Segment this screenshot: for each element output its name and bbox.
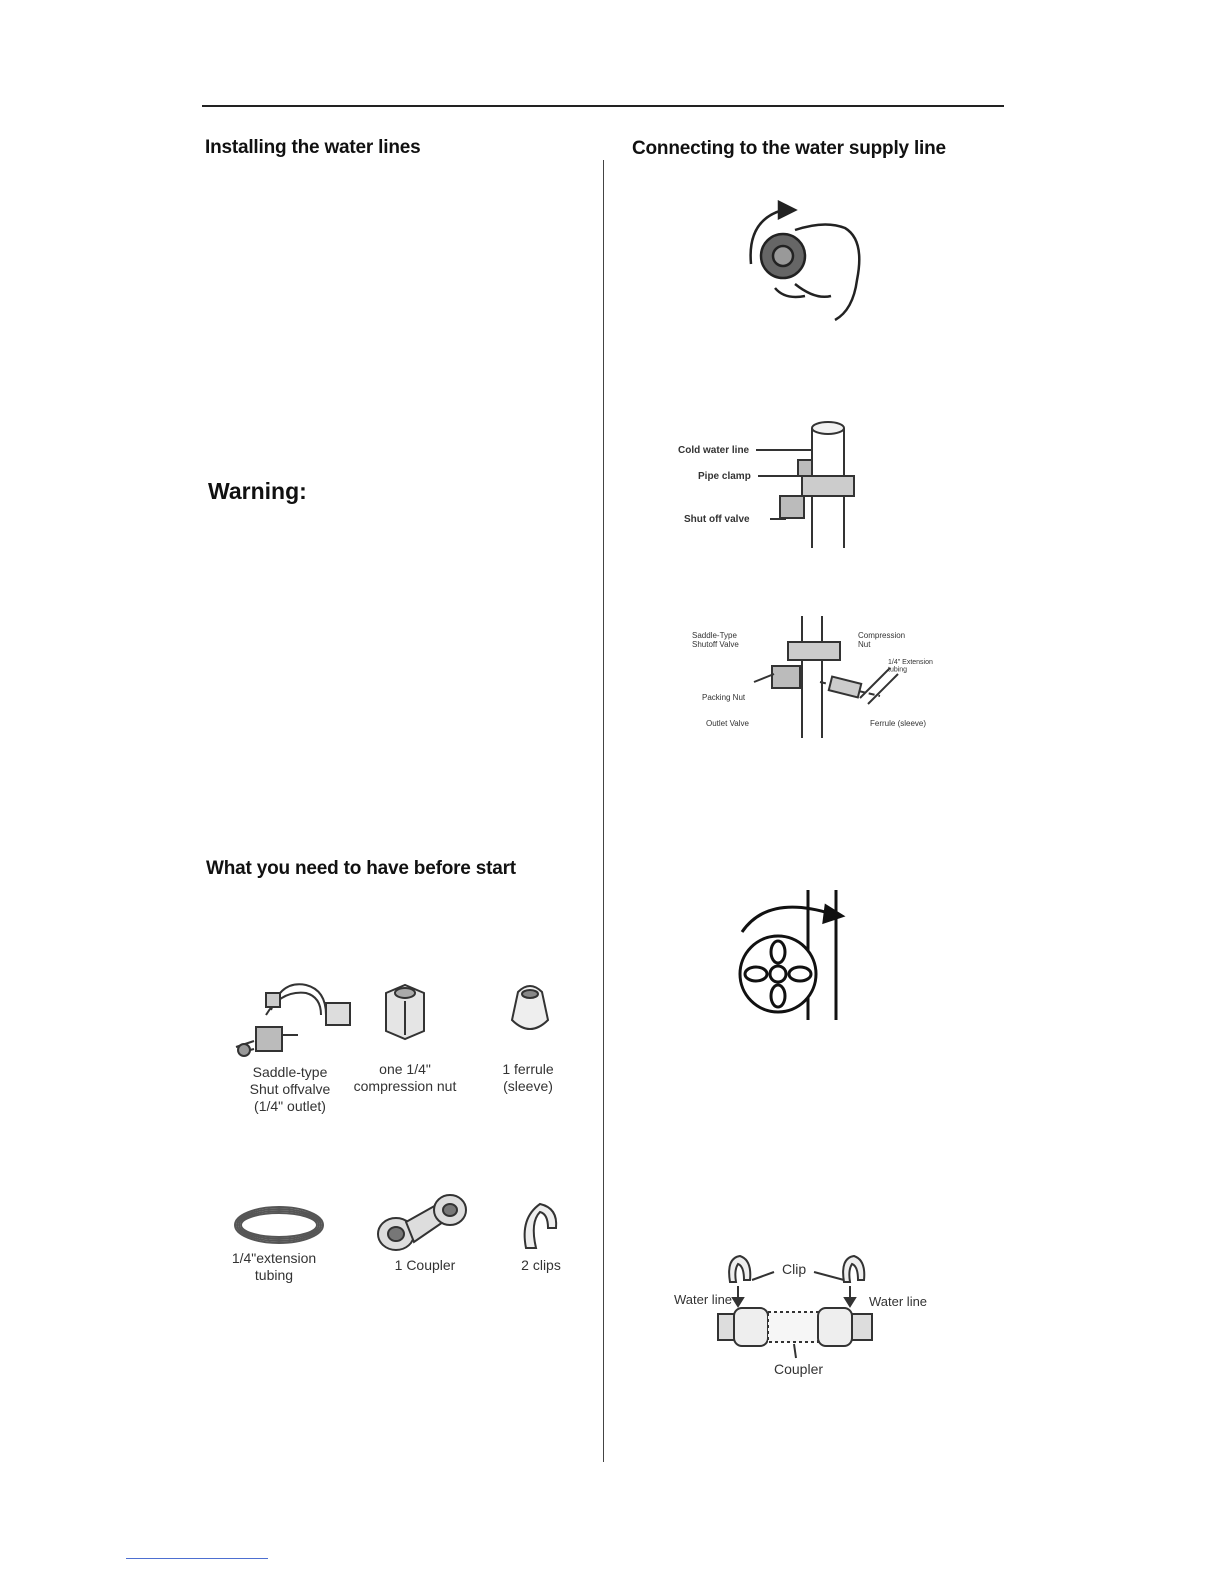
label-ferrule: Ferrule (sleeve)	[870, 719, 927, 728]
caption-clips: 2 clips	[521, 1257, 561, 1273]
handwheel-valve-figure	[738, 888, 862, 1024]
ferrule-figure	[508, 980, 552, 1040]
label-saddle-type-valve: Saddle-Type Shutoff Valve	[692, 631, 739, 649]
what-you-need-heading: What you need to have before start	[206, 858, 516, 879]
clip-icon	[518, 1198, 562, 1254]
label-clip: Clip	[782, 1261, 807, 1277]
saddle-valve-icon	[226, 975, 361, 1065]
pipe-clamp-figure	[670, 418, 870, 553]
label-compression-nut: Compression Nut	[858, 631, 906, 649]
column-divider	[603, 160, 604, 1462]
caption-extension-tubing: 1/4"extension tubing	[231, 1250, 317, 1283]
top-rule	[202, 105, 1004, 107]
caption-compression-nut: one 1/4" compression nut	[353, 1061, 457, 1094]
coupler-part-figure	[376, 1190, 472, 1254]
pipe-icon	[756, 422, 854, 548]
hand-turn-valve-figure	[735, 200, 875, 328]
caption-coupler: 1 Coupler	[394, 1257, 456, 1273]
saddle-valve-figure	[226, 975, 361, 1065]
tubing-coil-icon	[232, 1202, 326, 1248]
label-coupler: Coupler	[774, 1361, 824, 1377]
installing-water-lines-heading: Installing the water lines	[205, 137, 421, 158]
label-water-line-right: Water line	[869, 1294, 928, 1309]
label-shut-off-valve: Shut off valve	[684, 514, 750, 525]
compression-nut-figure	[378, 983, 432, 1041]
caption-saddle-valve: Saddle-type Shut offvalve (1/4" outlet)	[249, 1064, 331, 1114]
hand-valve-icon	[735, 200, 875, 328]
handwheel-icon	[738, 888, 862, 1024]
saddle-valve-install-figure	[680, 612, 960, 742]
label-pipe-clamp: Pipe clamp	[698, 471, 751, 482]
clips-figure	[518, 1198, 562, 1254]
label-packing-nut: Packing Nut	[702, 693, 746, 702]
extension-tubing-figure	[232, 1202, 326, 1248]
coupler-icon	[376, 1190, 472, 1254]
footer-link-underline[interactable]	[126, 1558, 268, 1559]
label-cold-water-line: Cold water line	[678, 445, 750, 456]
warning-label: Warning:	[208, 478, 307, 504]
label-water-line-left: Water line	[674, 1292, 733, 1307]
label-outlet-valve: Outlet Valve	[706, 719, 749, 728]
compression-nut-icon	[378, 983, 432, 1041]
coupler-connection-figure	[672, 1252, 942, 1380]
caption-ferrule: 1 ferrule (sleeve)	[502, 1061, 554, 1094]
label-extension-tubing: 1/4" Extension tubing	[888, 659, 933, 674]
connecting-supply-heading: Connecting to the water supply line	[632, 138, 946, 159]
ferrule-icon	[508, 980, 552, 1040]
